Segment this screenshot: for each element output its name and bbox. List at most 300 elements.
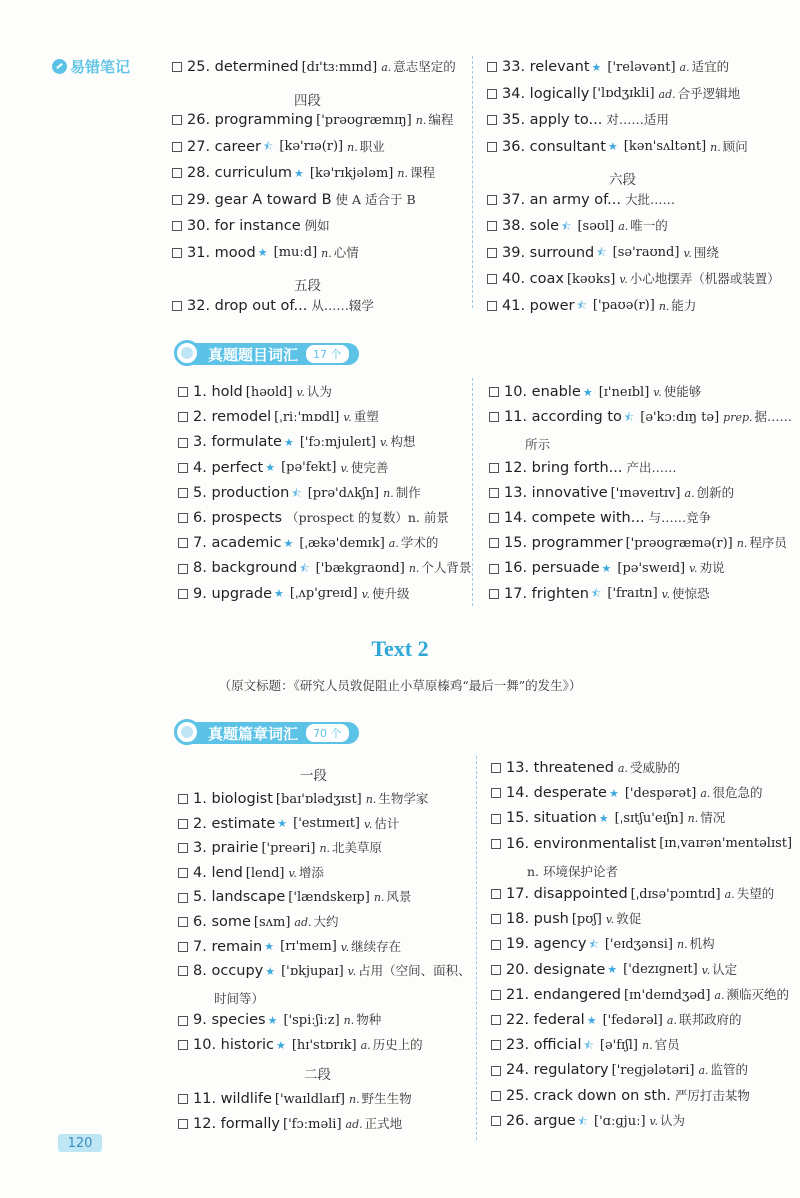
definition [335, 191, 416, 207]
vocab-word: 12. bring forth... [504, 459, 623, 476]
star-icon: ★ [265, 964, 276, 978]
vocab-entry [491, 1114, 685, 1129]
vocab-word: 12. formally [193, 1116, 280, 1132]
definition [667, 1014, 742, 1027]
paragraph-label: 四段 [294, 92, 321, 109]
paragraph-label: 一段 [300, 768, 327, 784]
checkbox-icon[interactable] [491, 1091, 501, 1101]
star-icon: ★ [582, 385, 593, 399]
checkbox-icon[interactable] [489, 538, 499, 548]
part-of-speech: a. [388, 537, 399, 551]
phonetic: [lend] [245, 865, 285, 881]
checkbox-icon[interactable] [178, 893, 188, 903]
vocab-entry [489, 536, 787, 551]
vocab-entry [178, 561, 471, 576]
vocab-word: 36. consultant [502, 138, 606, 155]
chinese-meaning: 重塑 [353, 409, 379, 425]
vocab-entry [178, 866, 324, 881]
vocab-entry [491, 786, 762, 801]
vocab-word: 38. sole [502, 218, 560, 234]
pencil-icon [52, 59, 67, 74]
definition [297, 386, 332, 399]
part-of-speech: a. [684, 486, 695, 500]
vocab-word: 21. endangered [506, 986, 621, 1003]
chinese-meaning: 敦促 [616, 911, 642, 927]
phonetic: [ˌsɪtʃu'eɪʃn] [614, 811, 684, 827]
part-of-speech: v. [340, 940, 350, 954]
checkbox-icon[interactable] [178, 966, 188, 976]
vocab-word: 29. gear A toward B [187, 191, 332, 208]
phonetic: ['paʊə(r)] [592, 298, 655, 314]
phonetic: [həʊld] [245, 384, 293, 400]
part-of-speech: ad. [658, 87, 676, 101]
phonetic: ['preəri] [261, 840, 316, 856]
definition [321, 244, 359, 260]
vocab-word: 19. agency [506, 936, 587, 953]
definition [340, 459, 389, 475]
definition [698, 1064, 748, 1077]
part-of-speech: v. [689, 562, 698, 576]
column-divider [472, 378, 473, 606]
part-of-speech: v. [661, 587, 671, 601]
vocab-word: 25. determined [187, 59, 299, 75]
definition-continuation: n. 环境保护论者 [527, 863, 618, 879]
definition-continuation: 所示 [525, 437, 551, 453]
checkbox-icon[interactable] [489, 589, 499, 599]
vocab-word: 8. occupy [193, 963, 264, 980]
vocab-word: 41. power [502, 297, 575, 314]
checkbox-icon[interactable] [178, 513, 188, 523]
definition [649, 512, 712, 525]
definition [397, 167, 435, 180]
part-of-speech: a. [724, 888, 735, 901]
checkbox-icon[interactable] [172, 115, 182, 125]
half-star-icon: ⯪ [561, 219, 572, 233]
part-of-speech: n. [397, 167, 408, 180]
vocab-word: 10. historic [193, 1037, 274, 1053]
star-icon: ★ [601, 562, 612, 576]
checkbox-icon[interactable] [491, 965, 501, 975]
chinese-meaning: 估计 [374, 815, 400, 831]
part-of-speech: v. [380, 436, 389, 450]
chinese-meaning: 失望的 [736, 886, 775, 901]
checkbox-icon[interactable] [487, 89, 497, 99]
checkbox-icon[interactable] [178, 438, 188, 448]
phonetic: ['dezɪɡneɪt] [623, 962, 698, 978]
part-of-speech: n. [373, 891, 385, 905]
phonetic: ['ɒkjupaɪ] [281, 963, 344, 979]
vocab-word: 17. frighten [504, 585, 589, 602]
chinese-meaning: 小心地摆弄（机器或装置） [629, 271, 780, 286]
part-of-speech: a. [679, 61, 690, 74]
phonetic: ['eɪdʒənsi] [604, 937, 673, 953]
part-of-speech: v. [343, 411, 352, 425]
checkbox-icon[interactable] [489, 513, 499, 523]
definition [374, 891, 412, 904]
chinese-meaning: 使惊恐 [672, 585, 710, 601]
chinese-meaning: 能力 [671, 297, 697, 313]
definition [606, 913, 641, 926]
checkbox-icon[interactable] [178, 564, 188, 574]
paragraph-label: 二段 [304, 1067, 331, 1083]
vocab-entry [487, 193, 675, 208]
definition [680, 61, 730, 74]
vocab-word: 40. coax [502, 271, 564, 287]
half-star-icon: ⯪ [588, 938, 599, 952]
vocab-word: 15. programmer [504, 535, 623, 552]
checkbox-icon[interactable] [172, 62, 182, 72]
definition [710, 138, 748, 154]
definition [618, 220, 668, 233]
definition [625, 191, 676, 207]
vocab-word: 17. disappointed [506, 886, 628, 902]
checkbox-icon[interactable] [487, 195, 497, 205]
definition [606, 114, 669, 127]
part-of-speech: v. [605, 913, 615, 927]
vocab-entry [487, 299, 696, 314]
banner-title: 真题篇章词汇 [208, 724, 299, 743]
page-number: 120 [58, 1134, 102, 1152]
banner-passage-vocab [180, 720, 359, 746]
phonetic: [pə'sweɪd] [617, 561, 686, 577]
definition [347, 138, 385, 154]
chinese-meaning: 从……辍学 [311, 297, 374, 313]
star-icon: ★ [608, 786, 619, 800]
vocab-word: 7. academic [193, 535, 282, 552]
chinese-meaning: 占用（空间、面积、 [358, 963, 471, 979]
phonetic: ['ɑːɡjuː] [594, 1113, 646, 1129]
star-icon: ★ [274, 587, 284, 601]
part-of-speech: ad. [345, 1118, 363, 1131]
definition [288, 864, 324, 880]
checkbox-icon[interactable] [178, 589, 188, 599]
checkbox-icon[interactable] [178, 463, 188, 473]
paragraph-label: 五段 [294, 278, 321, 294]
vocab-word: 6. prospects [193, 510, 283, 526]
checkbox-icon[interactable] [178, 488, 188, 498]
definition [658, 297, 697, 313]
part-of-speech: v. [364, 817, 373, 831]
definition [380, 436, 415, 449]
chinese-meaning: 例如 [304, 218, 330, 233]
part-of-speech: v. [653, 386, 662, 399]
star-icon: ★ [265, 461, 276, 475]
vocab-word: 22. federal [506, 1012, 585, 1028]
part-of-speech: ad. [294, 916, 312, 929]
checkbox-icon[interactable] [178, 412, 188, 422]
vocab-entry [172, 166, 435, 181]
vocab-entry [491, 887, 774, 902]
vocab-word: 3. formulate [193, 434, 282, 451]
part-of-speech: a. [381, 61, 392, 74]
vocab-word: 13. innovative [504, 484, 608, 501]
half-star-icon: ⯪ [262, 140, 274, 154]
checkbox-icon[interactable] [178, 1094, 188, 1104]
checkbox-icon[interactable] [172, 195, 182, 205]
part-of-speech: n. [347, 140, 358, 154]
checkbox-icon[interactable] [178, 387, 188, 397]
phonetic: [kə'rɪə(r)] [279, 139, 344, 155]
part-of-speech: a. [617, 762, 628, 775]
part-of-speech: n. [415, 114, 427, 127]
checkbox-icon[interactable] [178, 538, 188, 548]
checkbox-icon[interactable] [178, 1119, 188, 1129]
checkbox-icon[interactable] [491, 788, 501, 798]
vocab-entry [178, 940, 401, 955]
checkbox-icon[interactable] [178, 819, 188, 829]
chinese-meaning: 正式地 [364, 1116, 403, 1131]
vocab-entry [487, 246, 719, 261]
chinese-meaning: 监管的 [710, 1062, 749, 1078]
vocab-word: 3. prairie [193, 840, 259, 857]
star-icon: ★ [586, 1013, 597, 1027]
phonetic: ['fɔːməli] [283, 1116, 342, 1132]
vocab-entry [178, 1117, 402, 1132]
banner-question-vocab [180, 341, 359, 367]
vocab-word: 20. designate [506, 961, 606, 978]
phonetic: [ˌdɪsə'pɔɪntɪd] [630, 886, 721, 902]
part-of-speech: v. [347, 965, 357, 979]
vocab-word: 24. regulatory [506, 1062, 609, 1079]
part-of-speech: n. [349, 1093, 360, 1106]
chinese-meaning: 认定 [712, 961, 738, 977]
vocab-word: 5. landscape [193, 889, 286, 906]
chinese-meaning: 生物学家 [378, 791, 429, 806]
vocab-entry [491, 1013, 741, 1028]
definition [409, 562, 472, 575]
vocab-entry [489, 461, 677, 476]
chinese-meaning: 个人背景 [421, 560, 472, 576]
star-icon: ★ [283, 536, 294, 550]
phonetic: ['spiːʃiːz] [283, 1013, 340, 1029]
star-icon: ★ [267, 1014, 278, 1028]
vocab-word: 26. programming [187, 112, 314, 128]
checkbox-icon[interactable] [487, 301, 497, 311]
vocab-word: 37. an army of... [502, 191, 622, 208]
part-of-speech: n. [736, 537, 748, 551]
definition [305, 220, 330, 233]
definition [700, 787, 762, 800]
definition [661, 585, 710, 601]
magnifier-icon [174, 340, 200, 366]
definition [286, 512, 449, 525]
checkbox-icon[interactable] [178, 1016, 188, 1026]
checkbox-icon[interactable] [491, 990, 501, 1000]
checkbox-icon[interactable] [178, 868, 188, 878]
checkbox-icon[interactable] [489, 463, 499, 473]
vocab-word: 11. wildlife [193, 1091, 272, 1107]
chinese-meaning: 大批…… [625, 191, 676, 207]
part-of-speech: n. [687, 812, 699, 826]
vocab-entry [491, 811, 725, 826]
checkbox-icon[interactable] [178, 917, 188, 927]
part-of-speech: n. [641, 1039, 653, 1053]
checkbox-icon[interactable] [491, 763, 501, 773]
vocab-word: 34. logically [502, 85, 590, 102]
checkbox-icon[interactable] [178, 843, 188, 853]
checkbox-icon[interactable] [172, 248, 182, 258]
part-of-speech: v. [619, 273, 628, 286]
chinese-meaning: 官员 [654, 1037, 680, 1053]
checkbox-icon[interactable] [491, 1015, 501, 1025]
checkbox-icon[interactable] [172, 142, 182, 152]
vocab-word: 9. species [193, 1012, 266, 1029]
vocab-entry [178, 817, 399, 832]
checkbox-icon[interactable] [172, 221, 182, 231]
checkbox-icon[interactable] [491, 1116, 501, 1126]
vocab-entry [491, 1038, 680, 1053]
definition [677, 938, 715, 951]
half-star-icon: ⯪ [576, 299, 587, 313]
chinese-meaning: 顾问 [722, 138, 748, 154]
vocab-entry [178, 964, 471, 979]
vocab-word: 4. perfect [193, 459, 264, 476]
checkbox-icon[interactable] [487, 142, 497, 152]
phonetic: ['waɪldlaɪf] [274, 1091, 345, 1107]
phonetic: [ɪnˌvaɪrən'mentəlɪst] [659, 836, 793, 852]
note-label: 易错笔记 [70, 58, 131, 76]
phonetic: [səʊl] [577, 218, 615, 234]
chinese-meaning: 野生生物 [361, 1091, 412, 1106]
phonetic: [ˌʌp'ɡreɪd] [289, 586, 358, 602]
vocab-word: 1. biologist [193, 791, 273, 807]
definition [684, 484, 735, 500]
vocab-entry [491, 963, 737, 978]
definition-continuation: 时间等） [214, 990, 265, 1006]
definition [340, 938, 402, 954]
definition [653, 386, 701, 399]
definition [714, 986, 789, 1002]
vocab-word: 28. curriculum [187, 165, 293, 181]
vocab-entry [178, 461, 388, 476]
definition [618, 762, 680, 775]
vocab-word: 16. environmentalist [506, 835, 657, 852]
text-title: Text 2 [371, 636, 429, 661]
phonetic: ['fɔːmjuleɪt] [299, 435, 376, 451]
vocab-entry [487, 113, 669, 128]
phonetic: [sʌm] [253, 914, 291, 930]
vocab-entry [491, 761, 680, 776]
definition [344, 1014, 382, 1027]
vocab-entry [487, 140, 748, 155]
vocab-entry [178, 1038, 423, 1053]
checkbox-icon[interactable] [178, 1040, 188, 1050]
vocab-entry [489, 410, 792, 425]
checkbox-icon[interactable] [487, 221, 497, 231]
vocab-word: 23. official [506, 1037, 582, 1054]
vocab-entry [178, 385, 332, 400]
count-badge: 17 个 [306, 345, 349, 363]
checkbox-icon[interactable] [491, 839, 501, 849]
vocab-entry [178, 587, 409, 602]
phonetic: [kəʊks] [566, 271, 616, 287]
chinese-meaning: 风景 [386, 889, 412, 905]
part-of-speech: n. [343, 1014, 355, 1028]
definition [619, 273, 779, 286]
phonetic: [ə'kɔːdɪŋ tə] [640, 409, 720, 425]
half-star-icon: ⯪ [583, 1038, 594, 1052]
checkbox-icon[interactable] [487, 248, 497, 258]
vocab-word: 26. argue [506, 1112, 576, 1129]
vocab-entry [178, 841, 382, 856]
chinese-meaning: 濒临灭绝的 [726, 986, 789, 1002]
chinese-meaning: 受威胁的 [629, 760, 680, 775]
phonetic: [hɪ'stɒrɪk] [291, 1037, 357, 1053]
checkbox-icon[interactable] [178, 942, 188, 952]
definition [689, 562, 724, 575]
phonetic: [ˌriː'mɒdl] [274, 409, 340, 425]
checkbox-icon[interactable] [489, 387, 499, 397]
definition [364, 815, 400, 831]
checkbox-icon[interactable] [489, 564, 499, 574]
vocab-word: 1. hold [193, 384, 243, 400]
part-of-speech: v. [701, 963, 711, 977]
definition [674, 1087, 750, 1103]
paragraph-label: 六段 [609, 172, 636, 188]
definition [383, 484, 421, 500]
definition [348, 965, 471, 978]
checkbox-icon[interactable] [487, 62, 497, 72]
chinese-meaning: 唯一的 [630, 218, 668, 233]
phonetic: [kən'sʌltənt] [623, 139, 707, 155]
checkbox-icon[interactable] [491, 1040, 501, 1050]
checkbox-icon[interactable] [487, 274, 497, 284]
checkbox-icon[interactable] [178, 794, 188, 804]
checkbox-icon[interactable] [172, 168, 182, 178]
note-logo [52, 56, 130, 77]
phonetic: [dɪ'tɜːmɪnd] [301, 59, 378, 75]
checkbox-icon[interactable] [489, 488, 499, 498]
vocab-word: 39. surround [502, 244, 595, 261]
checkbox-icon[interactable] [491, 940, 501, 950]
chinese-meaning: 围绕 [693, 244, 719, 260]
phonetic: ['bækɡraʊnd] [315, 561, 405, 577]
checkbox-icon[interactable] [491, 1066, 501, 1076]
vocab-entry [178, 435, 415, 450]
checkbox-icon[interactable] [491, 814, 501, 824]
vocab-word: 16. persuade [504, 560, 600, 577]
chinese-meaning: 很危急的 [712, 785, 763, 801]
vocab-entry [487, 219, 668, 234]
vocab-entry [172, 299, 374, 314]
chinese-meaning: 产出…… [626, 459, 677, 475]
chinese-meaning: 联邦政府的 [678, 1012, 742, 1027]
definition [649, 1112, 685, 1128]
chinese-meaning: 与……竞争 [648, 510, 712, 525]
phonetic: [kə'rɪkjələm] [309, 165, 394, 181]
vocab-entry [487, 272, 780, 287]
chinese-meaning: 据…… [754, 409, 793, 425]
part-of-speech: v. [649, 1114, 658, 1128]
checkbox-icon[interactable] [487, 115, 497, 125]
checkbox-icon[interactable] [489, 412, 499, 422]
chinese-meaning: 情况 [700, 810, 726, 826]
phonetic: ['prəʊɡræmə(r)] [625, 535, 733, 551]
checkbox-icon[interactable] [491, 889, 501, 899]
vocab-word: 30. for instance [187, 218, 301, 234]
vocab-entry [489, 486, 734, 501]
checkbox-icon[interactable] [172, 301, 182, 311]
phonetic: ['lændskeɪp] [288, 890, 370, 906]
chinese-meaning: 严厉打击某物 [674, 1087, 750, 1103]
vocab-entry [172, 219, 330, 234]
checkbox-icon[interactable] [491, 914, 501, 924]
definition [361, 585, 410, 601]
part-of-speech: a. [666, 1014, 677, 1027]
part-of-speech: n. [319, 842, 331, 856]
definition [311, 297, 374, 313]
chinese-meaning: 北美草原 [332, 840, 383, 856]
